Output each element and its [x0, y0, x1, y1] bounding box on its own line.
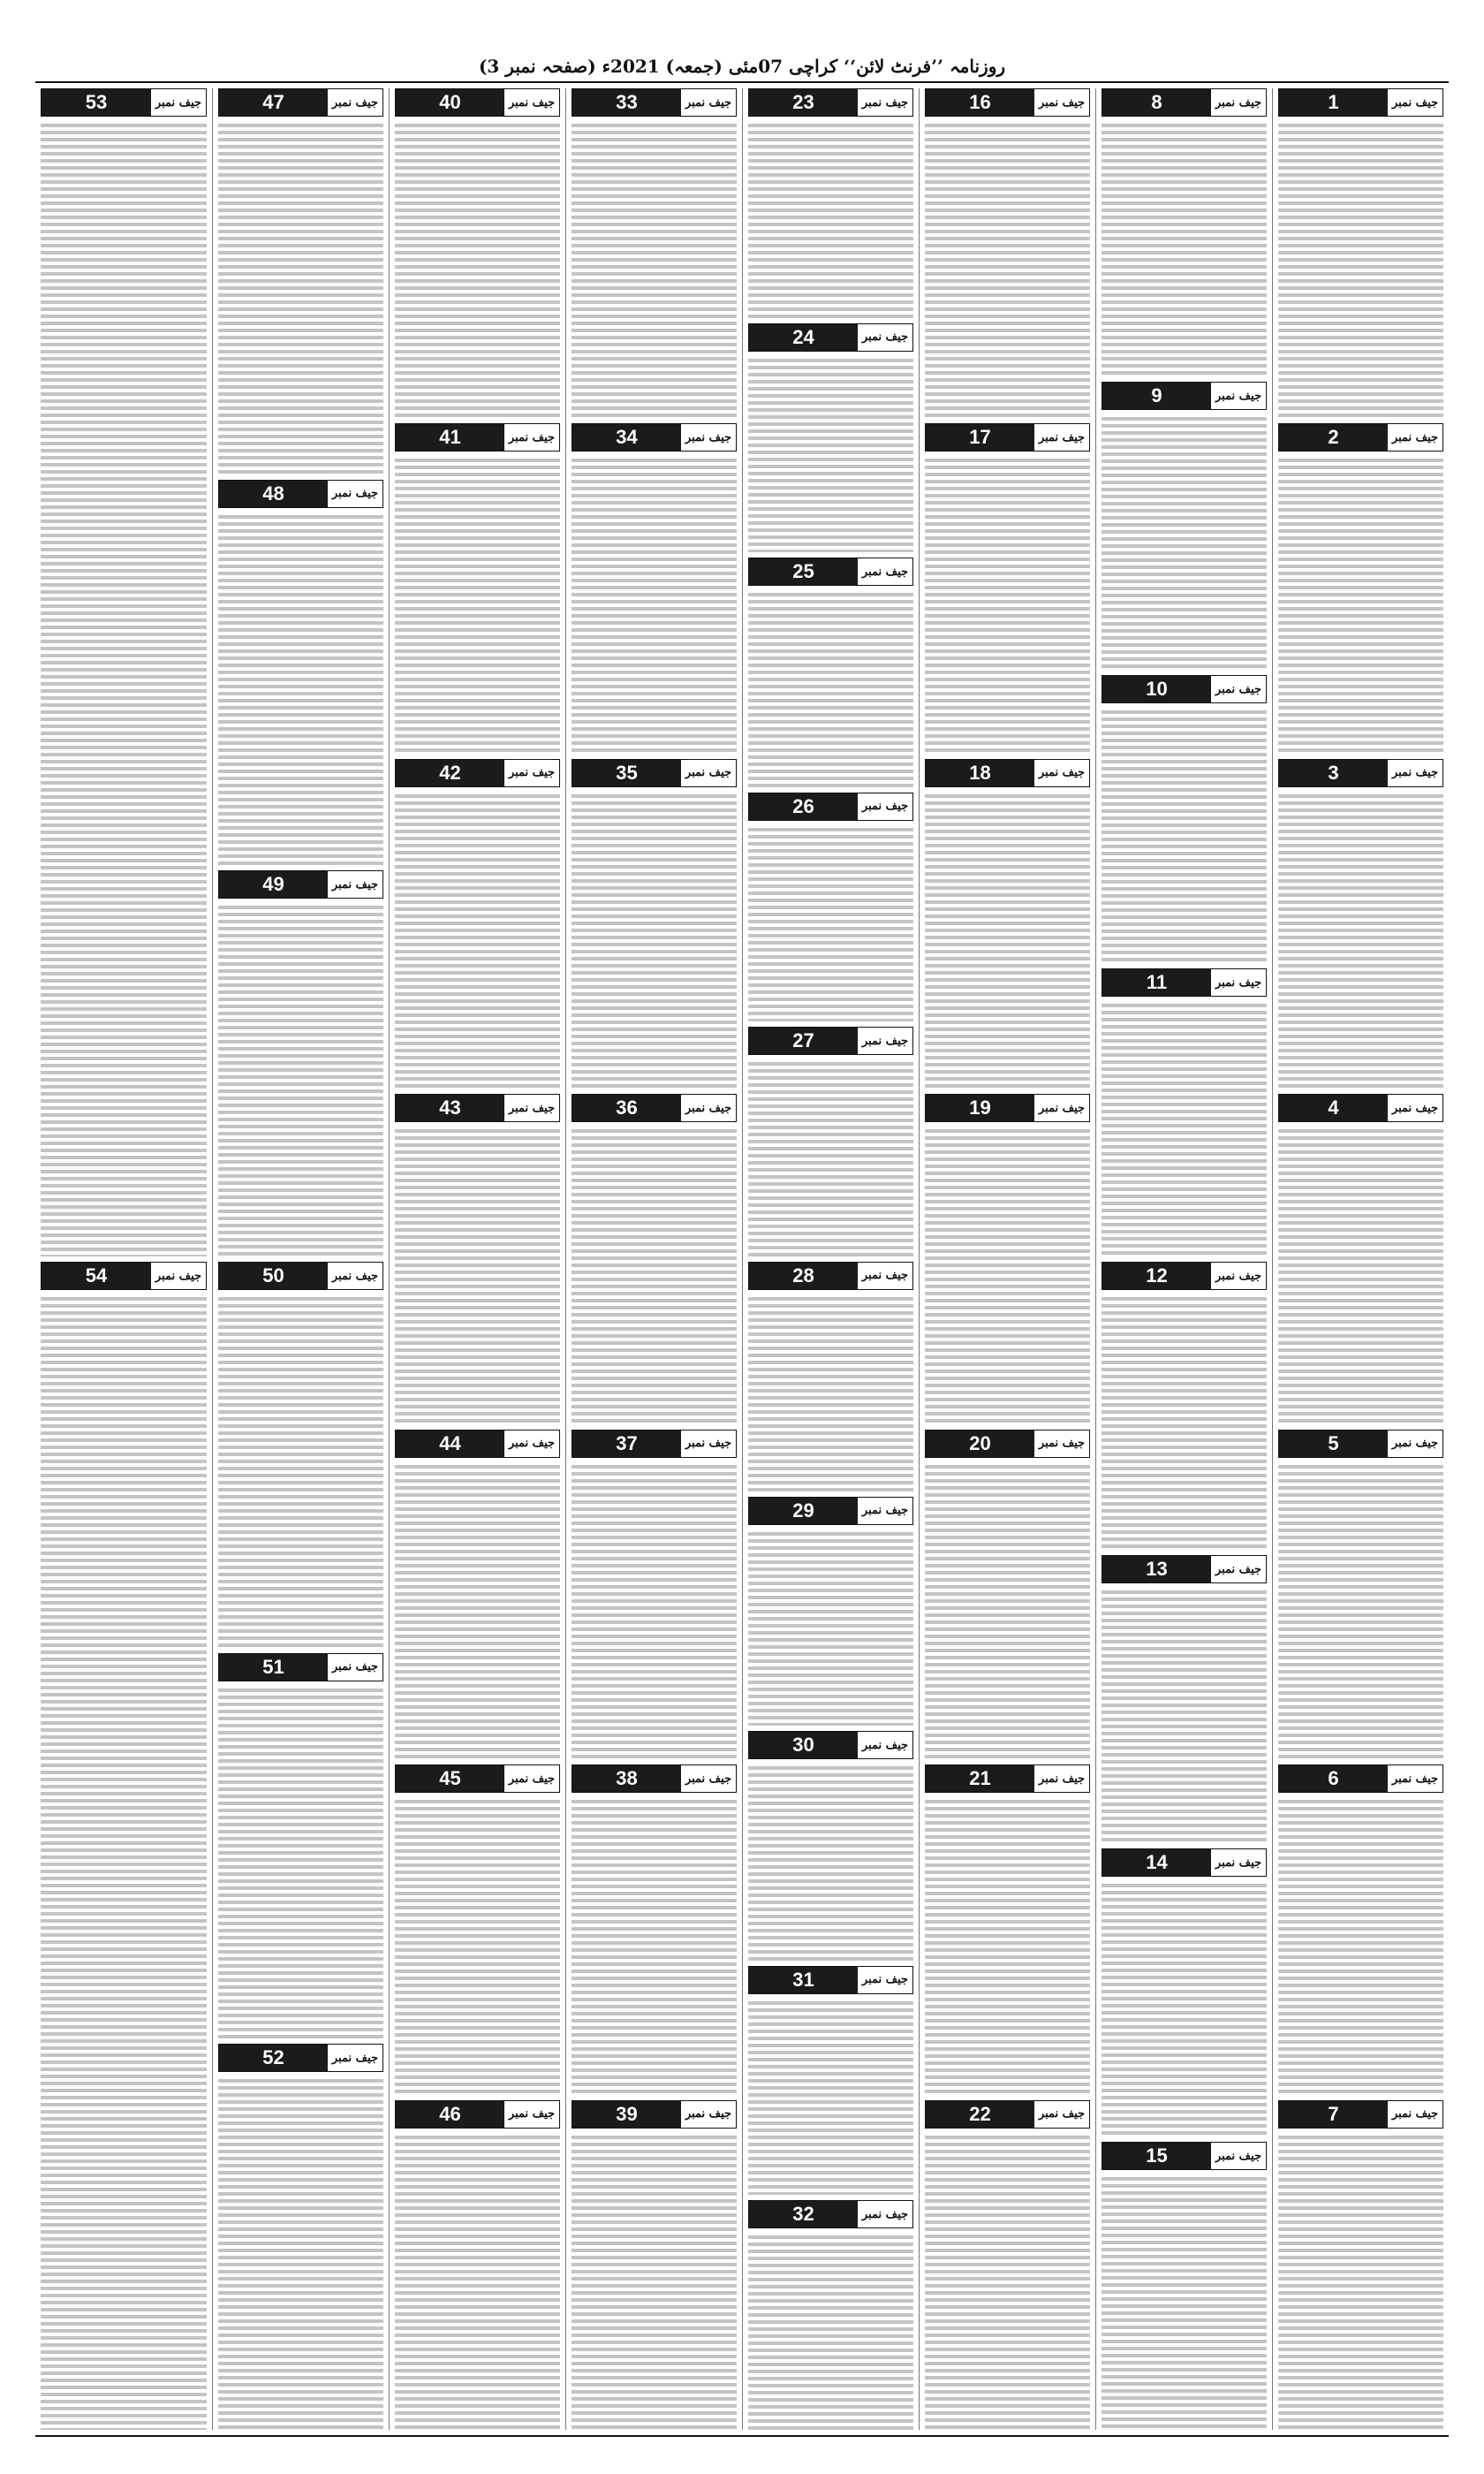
- news-item: [1278, 759, 1443, 1089]
- item-number-badge: 30: [749, 1732, 858, 1758]
- news-item: [1102, 968, 1267, 1256]
- item-label: جیف نمبر: [508, 95, 556, 110]
- item-header: [1278, 1430, 1443, 1458]
- news-item: [748, 1731, 913, 1961]
- item-label: جیف نمبر: [331, 1269, 379, 1283]
- item-number-badge: 51: [219, 1654, 328, 1681]
- item-body-text: [572, 120, 737, 418]
- news-item: [572, 88, 737, 418]
- item-number-badge: 26: [749, 793, 858, 820]
- item-header: [1102, 88, 1267, 117]
- item-header: [1278, 88, 1443, 117]
- item-header: [572, 1094, 737, 1122]
- news-column: [919, 88, 1095, 2430]
- item-number-badge: 8: [1102, 89, 1211, 116]
- item-body-text: [748, 120, 913, 318]
- item-body-text: [1102, 414, 1267, 670]
- item-number-badge: 17: [926, 424, 1034, 451]
- item-body-text: [395, 455, 560, 753]
- item-number-badge: 40: [396, 89, 504, 116]
- item-body-text: [1278, 120, 1443, 418]
- item-body-text: [1102, 120, 1267, 376]
- item-number-badge: 6: [1279, 1765, 1388, 1792]
- item-number-badge: 15: [1102, 2143, 1211, 2169]
- item-header: [925, 2100, 1090, 2129]
- news-item: [925, 2100, 1090, 2430]
- item-header: [748, 1966, 913, 1994]
- item-body-text: [925, 1461, 1090, 1759]
- item-number-badge: 52: [219, 2045, 328, 2071]
- item-header: [748, 1497, 913, 1525]
- item-number-badge: 28: [749, 1263, 858, 1289]
- item-number-badge: 7: [1279, 2101, 1388, 2128]
- item-number-badge: 53: [42, 89, 151, 116]
- item-header: [1102, 968, 1267, 997]
- item-label: جیف نمبر: [1391, 1101, 1439, 1115]
- item-label: جیف نمبر: [861, 330, 909, 345]
- item-header: [1278, 423, 1443, 452]
- item-number-badge: 2: [1279, 424, 1388, 451]
- item-label: جیف نمبر: [1391, 430, 1439, 444]
- item-body-text: [748, 1998, 913, 2196]
- item-number-badge: 45: [396, 1765, 504, 1792]
- item-label: جیف نمبر: [1038, 1772, 1086, 1786]
- item-body-text: [395, 120, 560, 418]
- item-header: [395, 1764, 560, 1793]
- news-item: [218, 1653, 383, 2039]
- item-number-badge: 54: [42, 1263, 151, 1289]
- item-body-text: [1278, 791, 1443, 1089]
- item-label: جیف نمبر: [331, 95, 379, 110]
- item-number-badge: 19: [926, 1095, 1034, 1121]
- item-body-text: [925, 1126, 1090, 1423]
- item-label: جیف نمبر: [1391, 2107, 1439, 2121]
- item-header: [218, 88, 383, 117]
- news-item: [748, 1966, 913, 2196]
- item-body-text: [748, 355, 913, 553]
- item-label: جیف نمبر: [1038, 95, 1086, 110]
- item-label: جیف نمبر: [685, 95, 732, 110]
- news-item: [748, 793, 913, 1022]
- item-body-text: [41, 1294, 207, 2430]
- item-label: جیف نمبر: [1215, 1856, 1262, 1870]
- item-header: [925, 1764, 1090, 1793]
- item-header: [748, 793, 913, 821]
- item-number-badge: 42: [396, 760, 504, 786]
- news-item: [1278, 2100, 1443, 2430]
- item-number-badge: 31: [749, 1967, 858, 1993]
- item-header: [572, 88, 737, 117]
- item-number-badge: 24: [749, 324, 858, 351]
- news-item: [1102, 675, 1267, 963]
- item-body-text: [572, 1796, 737, 2094]
- item-label: جیف نمبر: [331, 2051, 379, 2065]
- item-body-text: [395, 1796, 560, 2094]
- item-header: [218, 870, 383, 899]
- item-label: جیف نمبر: [508, 2107, 556, 2121]
- item-number-badge: 39: [572, 2101, 681, 2128]
- item-number-badge: 1: [1279, 89, 1388, 116]
- news-item: [748, 88, 913, 318]
- item-header: [1102, 1848, 1267, 1877]
- item-body-text: [1102, 1000, 1267, 1256]
- item-label: جیف نمبر: [1215, 1562, 1262, 1576]
- item-body-text: [925, 1796, 1090, 2094]
- item-header: [218, 480, 383, 508]
- news-column: [1095, 88, 1272, 2430]
- news-item: [1102, 88, 1267, 376]
- item-header: [748, 323, 913, 352]
- item-header: [41, 1262, 207, 1290]
- item-body-text: [748, 2232, 913, 2430]
- news-item: [41, 88, 207, 1256]
- item-number-badge: 46: [396, 2101, 504, 2128]
- item-body-text: [925, 2132, 1090, 2430]
- item-body-text: [395, 1461, 560, 1759]
- item-body-text: [218, 1294, 383, 1648]
- item-label: جیف نمبر: [685, 1101, 732, 1115]
- item-header: [395, 1094, 560, 1122]
- item-number-badge: 41: [396, 424, 504, 451]
- item-number-badge: 10: [1102, 676, 1211, 702]
- item-header: [218, 1262, 383, 1290]
- item-label: جیف نمبر: [1215, 975, 1262, 990]
- item-body-text: [748, 1059, 913, 1256]
- news-item: [395, 1764, 560, 2094]
- item-label: جیف نمبر: [1038, 766, 1086, 780]
- item-body-text: [218, 2076, 383, 2430]
- item-header: [572, 2100, 737, 2129]
- news-item: [41, 1262, 207, 2430]
- item-label: جیف نمبر: [685, 766, 732, 780]
- item-body-text: [748, 1294, 913, 1491]
- item-header: [572, 1764, 737, 1793]
- news-item: [925, 88, 1090, 418]
- item-body-text: [218, 512, 383, 866]
- item-label: جیف نمبر: [508, 1437, 556, 1451]
- item-header: [572, 1430, 737, 1458]
- news-item: [748, 558, 913, 787]
- news-item: [1278, 423, 1443, 753]
- item-body-text: [395, 791, 560, 1089]
- columns-container: [35, 88, 1449, 2430]
- news-column: [1272, 88, 1449, 2430]
- item-label: جیف نمبر: [685, 1437, 732, 1451]
- item-header: [748, 1262, 913, 1290]
- item-number-badge: 33: [572, 89, 681, 116]
- item-label: جیف نمبر: [331, 877, 379, 892]
- item-number-badge: 44: [396, 1431, 504, 1457]
- news-item: [1102, 1848, 1267, 2136]
- item-body-text: [395, 2132, 560, 2430]
- item-body-text: [218, 120, 383, 474]
- item-body-text: [748, 589, 913, 787]
- item-number-badge: 47: [219, 89, 328, 116]
- item-header: [395, 1430, 560, 1458]
- news-item: [1102, 1555, 1267, 1843]
- item-label: جیف نمبر: [861, 2207, 909, 2221]
- news-item: [395, 423, 560, 753]
- item-number-badge: 16: [926, 89, 1034, 116]
- item-body-text: [572, 1126, 737, 1423]
- item-label: جیف نمبر: [861, 1269, 909, 1283]
- news-column: [212, 88, 389, 2430]
- item-number-badge: 36: [572, 1095, 681, 1121]
- item-label: جیف نمبر: [155, 1269, 202, 1283]
- news-item: [1278, 1764, 1443, 2094]
- item-header: [1278, 1094, 1443, 1122]
- item-number-badge: 38: [572, 1765, 681, 1792]
- item-header: [1102, 2142, 1267, 2170]
- item-header: [748, 88, 913, 117]
- item-number-badge: 5: [1279, 1431, 1388, 1457]
- item-header: [1102, 382, 1267, 410]
- news-item: [218, 2044, 383, 2430]
- item-number-badge: 22: [926, 2101, 1034, 2128]
- item-body-text: [572, 2132, 737, 2430]
- item-label: جیف نمبر: [1038, 2107, 1086, 2121]
- item-label: جیف نمبر: [861, 1973, 909, 1987]
- item-label: جیف نمبر: [331, 1660, 379, 1674]
- item-label: جیف نمبر: [1215, 2149, 1262, 2163]
- item-label: جیف نمبر: [861, 1034, 909, 1048]
- item-body-text: [1102, 1587, 1267, 1843]
- item-body-text: [395, 1126, 560, 1423]
- item-label: جیف نمبر: [331, 487, 379, 501]
- item-label: جیف نمبر: [508, 430, 556, 444]
- news-item: [218, 1262, 383, 1648]
- item-number-badge: 18: [926, 760, 1034, 786]
- item-header: [1278, 1764, 1443, 1793]
- item-header: [925, 1094, 1090, 1122]
- item-number-badge: 13: [1102, 1556, 1211, 1582]
- news-item: [218, 480, 383, 866]
- news-item: [925, 1764, 1090, 2094]
- item-number-badge: 20: [926, 1431, 1034, 1457]
- item-label: جیف نمبر: [1391, 95, 1439, 110]
- item-number-badge: 27: [749, 1028, 858, 1054]
- news-item: [925, 1430, 1090, 1759]
- item-header: [925, 1430, 1090, 1458]
- item-header: [395, 88, 560, 117]
- item-label: جیف نمبر: [1215, 682, 1262, 696]
- item-header: [572, 759, 737, 787]
- item-number-badge: 32: [749, 2201, 858, 2227]
- item-header: [1278, 759, 1443, 787]
- news-item: [1102, 1262, 1267, 1550]
- news-item: [572, 1764, 737, 2094]
- item-number-badge: 21: [926, 1765, 1034, 1792]
- item-body-text: [218, 1685, 383, 2039]
- news-item: [748, 1027, 913, 1256]
- item-body-text: [1102, 1880, 1267, 2136]
- item-header: [748, 1027, 913, 1055]
- news-item: [395, 1430, 560, 1759]
- item-body-text: [748, 1763, 913, 1961]
- item-number-badge: 37: [572, 1431, 681, 1457]
- item-label: جیف نمبر: [685, 1772, 732, 1786]
- item-body-text: [1278, 1796, 1443, 2094]
- item-number-badge: 35: [572, 760, 681, 786]
- item-body-text: [1102, 2174, 1267, 2430]
- item-label: جیف نمبر: [508, 1101, 556, 1115]
- item-label: جیف نمبر: [861, 565, 909, 579]
- news-item: [925, 759, 1090, 1089]
- item-label: جیف نمبر: [1215, 1269, 1262, 1283]
- item-header: [925, 423, 1090, 452]
- item-body-text: [572, 791, 737, 1089]
- news-item: [1102, 382, 1267, 670]
- item-label: جیف نمبر: [861, 1738, 909, 1752]
- item-header: [395, 423, 560, 452]
- item-header: [395, 2100, 560, 2129]
- item-label: جیف نمبر: [155, 95, 202, 110]
- item-label: جیف نمبر: [1391, 766, 1439, 780]
- news-item: [395, 2100, 560, 2430]
- news-item: [1278, 1430, 1443, 1759]
- item-header: [1102, 675, 1267, 703]
- item-header: [1102, 1555, 1267, 1583]
- item-label: جیف نمبر: [1038, 1101, 1086, 1115]
- item-number-badge: 4: [1279, 1095, 1388, 1121]
- item-number-badge: 49: [219, 871, 328, 898]
- news-item: [572, 2100, 737, 2430]
- item-number-badge: 43: [396, 1095, 504, 1121]
- item-header: [572, 423, 737, 452]
- item-body-text: [1278, 455, 1443, 753]
- news-item: [925, 1094, 1090, 1423]
- item-number-badge: 50: [219, 1263, 328, 1289]
- item-label: جیف نمبر: [1391, 1437, 1439, 1451]
- item-body-text: [1102, 1294, 1267, 1550]
- item-body-text: [1278, 1126, 1443, 1423]
- item-body-text: [1278, 1461, 1443, 1759]
- item-header: [925, 759, 1090, 787]
- item-label: جیف نمبر: [861, 95, 909, 110]
- news-item: [1278, 1094, 1443, 1423]
- item-body-text: [41, 120, 207, 1256]
- masthead: روزنامہ ’’فرنٹ لائن‘‘ کراچی 07مئی (جمعہ) 2021ء (صفحہ نمبر 3): [478, 56, 1006, 77]
- item-number-badge: 9: [1102, 383, 1211, 409]
- news-column: [35, 88, 212, 2430]
- item-number-badge: 12: [1102, 1263, 1211, 1289]
- item-body-text: [572, 455, 737, 753]
- item-header: [1102, 1262, 1267, 1290]
- item-label: جیف نمبر: [861, 800, 909, 814]
- news-item: [748, 323, 913, 553]
- item-body-text: [748, 824, 913, 1022]
- item-header: [748, 2200, 913, 2228]
- item-header: [925, 88, 1090, 117]
- item-header: [218, 2044, 383, 2072]
- news-column: [389, 88, 565, 2430]
- news-item: [572, 1430, 737, 1759]
- item-label: جیف نمبر: [508, 766, 556, 780]
- item-number-badge: 11: [1102, 969, 1211, 996]
- news-item: [395, 88, 560, 418]
- item-body-text: [1102, 707, 1267, 963]
- item-number-badge: 25: [749, 558, 858, 585]
- news-item: [395, 1094, 560, 1423]
- item-label: جیف نمبر: [1038, 1437, 1086, 1451]
- news-column: [742, 88, 919, 2430]
- news-item: [1278, 88, 1443, 418]
- item-label: جیف نمبر: [685, 430, 732, 444]
- item-label: جیف نمبر: [1215, 389, 1262, 403]
- news-item: [748, 1497, 913, 1726]
- news-item: [218, 88, 383, 474]
- item-body-text: [1278, 2132, 1443, 2430]
- item-label: جیف نمبر: [861, 1504, 909, 1518]
- item-label: جیف نمبر: [508, 1772, 556, 1786]
- item-label: جیف نمبر: [1038, 430, 1086, 444]
- top-rule: [35, 81, 1449, 83]
- item-header: [395, 759, 560, 787]
- news-column: [565, 88, 742, 2430]
- item-body-text: [925, 120, 1090, 418]
- item-body-text: [748, 1529, 913, 1726]
- news-item: [572, 759, 737, 1089]
- news-item: [925, 423, 1090, 753]
- item-label: جیف نمبر: [1391, 1772, 1439, 1786]
- item-header: [218, 1653, 383, 1681]
- news-item: [748, 2200, 913, 2430]
- item-number-badge: 34: [572, 424, 681, 451]
- bottom-rule: [35, 2435, 1449, 2437]
- item-number-badge: 48: [219, 481, 328, 507]
- item-number-badge: 23: [749, 89, 858, 116]
- item-header: [748, 1731, 913, 1759]
- news-item: [1102, 2142, 1267, 2430]
- item-label: جیف نمبر: [685, 2107, 732, 2121]
- item-body-text: [925, 455, 1090, 753]
- news-item: [218, 870, 383, 1256]
- item-body-text: [572, 1461, 737, 1759]
- item-body-text: [218, 902, 383, 1256]
- item-number-badge: 14: [1102, 1849, 1211, 1876]
- item-body-text: [925, 791, 1090, 1089]
- item-header: [748, 558, 913, 586]
- news-item: [572, 1094, 737, 1423]
- item-header: [1278, 2100, 1443, 2129]
- news-item: [572, 423, 737, 753]
- item-header: [41, 88, 207, 117]
- item-number-badge: 29: [749, 1498, 858, 1524]
- item-label: جیف نمبر: [1215, 95, 1262, 110]
- item-number-badge: 3: [1279, 760, 1388, 786]
- news-item: [748, 1262, 913, 1491]
- news-item: [395, 759, 560, 1089]
- newspaper-page: [35, 53, 1449, 2439]
